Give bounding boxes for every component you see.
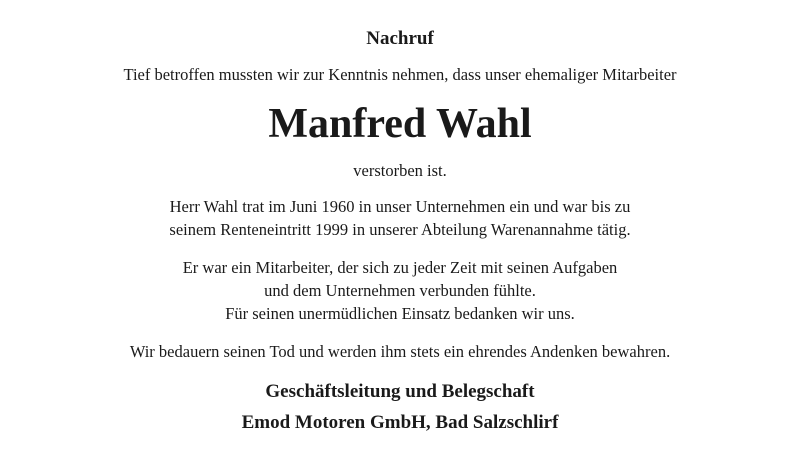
paragraph-line: und dem Unternehmen verbunden fühlte. [264,281,536,300]
signature-line-company: Emod Motoren GmbH, Bad Salzschlirf [241,412,559,433]
paragraph-line: seinem Renteneintritt 1999 in unserer Abteilung Warenannahme tätig. [169,220,631,239]
paragraph-closing [0,340,800,363]
subline-text: verstorben ist. [353,161,447,180]
paragraph-line: Für seinen unermüdlichen Einsatz bedanken wir uns. [225,304,575,323]
paragraph-appreciation [0,256,800,325]
paragraph-employment [0,195,800,241]
deceased-name: Manfred Wahl [268,101,532,147]
signature-line-management: Geschäftsleitung und Belegschaft [265,381,535,402]
notice-heading: Nachruf [366,28,434,49]
paragraph-line: Wir bedauern seinen Tod und werden ihm stets ein ehrendes Andenken bewahren. [129,342,671,361]
paragraph-line: Herr Wahl trat im Juni 1960 in unser Unternehmen ein und war bis zu [169,197,631,216]
intro-text: Tief betroffen mussten wir zur Kenntnis nehmen, dass unser ehemaliger Mitarbeiter [123,65,677,84]
paragraph-line: Er war ein Mitarbeiter, der sich zu jeder Zeit mit seinen Aufgaben [182,258,618,277]
